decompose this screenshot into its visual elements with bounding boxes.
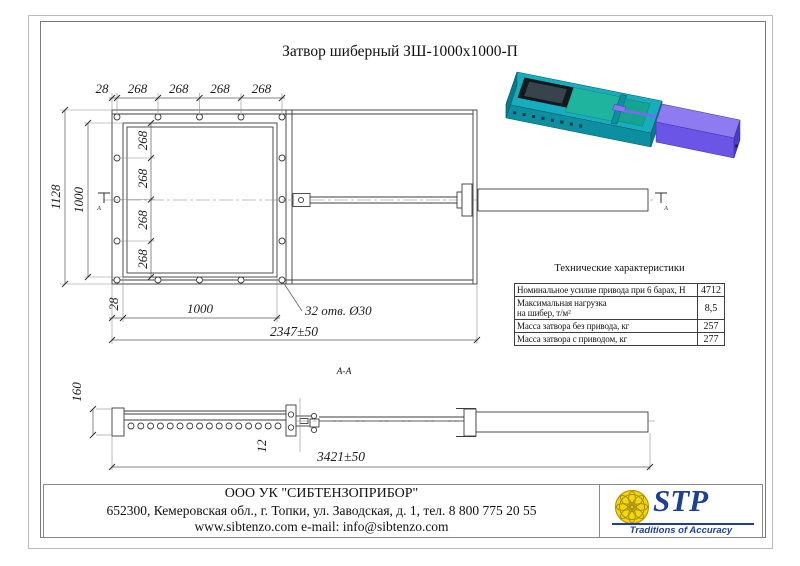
- dim-label: 1128: [48, 184, 63, 210]
- dim-label: 268: [251, 81, 272, 96]
- dim-label: 268: [210, 81, 230, 96]
- plan-dimensions: [48, 81, 480, 344]
- table-row: [515, 332, 724, 345]
- company-info: [44, 485, 599, 537]
- dim-total-length-side: 3421±50: [317, 449, 365, 464]
- dim-label: 268: [168, 81, 189, 96]
- section-letter: А: [97, 205, 101, 212]
- dim-label: 28: [106, 297, 121, 311]
- section-letter: А: [664, 205, 668, 212]
- section-marker-left: [96, 193, 110, 212]
- dim-label: 1000: [71, 187, 86, 213]
- spec-label: Номинальное усилие привода при 6 барах, Н: [517, 285, 686, 295]
- dim-label: 268: [135, 210, 150, 230]
- table-row: [515, 319, 724, 332]
- stp-knot-icon: [614, 489, 650, 525]
- section-title: А-А: [336, 367, 352, 377]
- spec-block: [514, 263, 725, 346]
- spec-heading: Технические характеристики: [554, 263, 685, 274]
- dim-height: 160: [69, 382, 84, 402]
- dim-label: 268: [135, 168, 150, 189]
- spec-label: Масса затвора с приводом, кг: [517, 334, 628, 345]
- actuator-rod-plan: [104, 184, 656, 216]
- table-row: Максимальная нагрузка на шибер, т/м² 8,5: [515, 296, 724, 319]
- table-row: [515, 284, 724, 296]
- spec-value: 4712: [697, 284, 724, 296]
- stp-abbr: STP: [653, 483, 709, 518]
- spec-value: 257: [697, 320, 724, 332]
- stp-tagline: Traditions of Accuracy: [629, 525, 733, 536]
- spec-label: Масса затвора без привода, кг: [517, 321, 630, 332]
- drawing-title: Затвор шиберный ЗШ-1000х1000-П: [282, 43, 518, 60]
- spec-label: Максимальная нагрузка: [517, 298, 607, 309]
- company-address: 652300, Кемеровская обл., г. Топки, ул. Заводская, д. 1, тел. 8 800 775 20 55: [106, 502, 537, 518]
- dim-plate-thickness: 12: [254, 439, 269, 453]
- dim-label: 268: [127, 81, 148, 96]
- spec-value: 8,5: [697, 297, 724, 319]
- side-bolt-row: [128, 423, 281, 429]
- company-name: ООО УК "СИБТЕНЗОПРИБОР": [224, 486, 419, 502]
- side-view: [112, 367, 656, 437]
- dim-label: 1000: [187, 301, 213, 316]
- dim-label: 28: [95, 81, 109, 96]
- dim-label: 268: [135, 249, 150, 269]
- plan-view: [96, 110, 668, 284]
- spec-value: 277: [697, 333, 724, 345]
- dim-total-length: 2347±50: [270, 324, 318, 339]
- title-block: [43, 484, 763, 538]
- section-marker-right: [655, 193, 668, 212]
- dim-label: 268: [135, 130, 150, 151]
- holes-note: 32 отв. Ø30: [305, 303, 372, 318]
- spec-table: [514, 283, 725, 346]
- valve-3d-render: [506, 72, 740, 158]
- stp-logo: [599, 485, 762, 537]
- company-contacts: www.sibtenzo.com e-mail: info@sibtenzo.com: [194, 519, 449, 535]
